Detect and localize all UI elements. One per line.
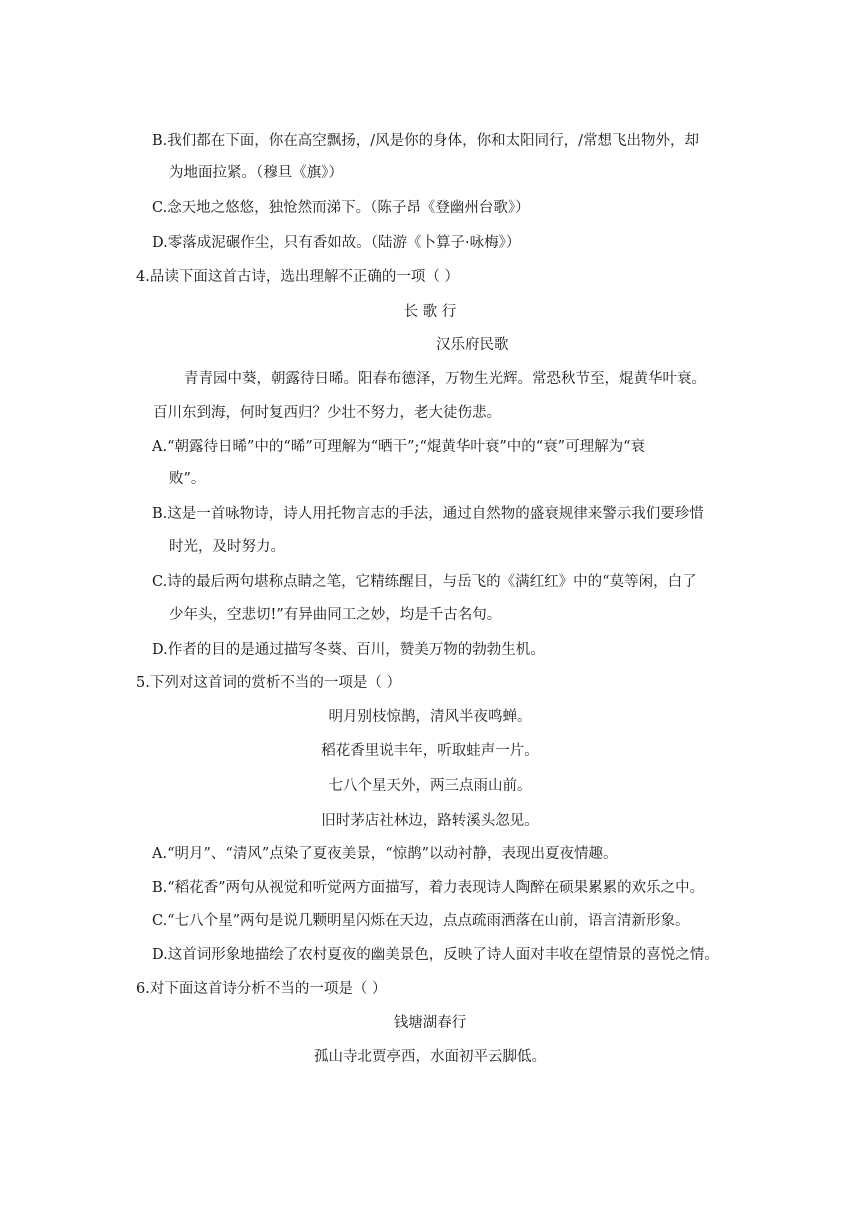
q5-option-c: C.“七八个星”两句是说几颗明星闪烁在天边，点点疏雨洒落在山前，语言清新形象。 [152,913,690,929]
q4-poem-title: 长 歌 行 [403,304,457,320]
q4-poem-line2: 百川东到海，何时复西归？少壮不努力，老大徒伤悲。 [153,405,501,421]
q4-poem-line1: 青青园中葵，朝露待日晞。阳春布德泽，万物生光辉。常恐秋节至，焜黄华叶衰。 [184,371,706,387]
q6-poem-title: 钱塘湖春行 [393,1015,467,1031]
q4-option-c-line1: C.诗的最后两句堪称点睛之笔，它精练醒目，与岳飞的《满红红》中的“莫等闲，白了 [152,574,697,590]
q6-question: 6.对下面这首诗分析不当的一项是（ ） [136,981,387,997]
q5-poem-line: 稻花香里说丰年，听取蛙声一片。 [321,743,539,759]
q4-poem-author: 汉乐府民歌 [436,337,509,353]
q5-poem-line: 旧时茅店社林边，路转溪头忽见。 [321,813,539,829]
q4-question: 4.品读下面这首古诗，选出理解不正确的一项（ ） [136,269,459,285]
q5-poem-line: 明月别枝惊鹊，清风半夜鸣蝉。 [328,709,532,725]
q3-option-c: C.念天地之悠悠，独怆然而涕下。（陈子昂《登幽州台歌》） [152,200,530,216]
q6-poem-line1: 孤山寺北贾亭西，水面初平云脚低。 [314,1049,546,1065]
q5-poem-line: 七八个星天外，两三点雨山前。 [328,778,532,794]
q5-option-b: B.“稻花香”两句从视觉和听觉两方面描写，着力表现诗人陶醉在硕果累累的欢乐之中。 [152,880,705,896]
q4-option-a-line1: A.“朝露待日晞”中的“晞”可理解为“晒干”;“焜黄华叶衰”中的“衰”可理解为“衰 [152,439,646,455]
q4-option-b-line2: 时光，及时努力。 [169,539,285,555]
q4-option-d: D.作者的目的是通过描写冬葵、百川，赞美万物的勃勃生机。 [152,642,545,658]
q3-option-b-line2: 为地面拉紧。（穆旦《旗》） [169,165,343,181]
q5-option-a: A.“明月”、“清风”点染了夏夜美景，“惊鹊”以动衬静，表现出夏夜情趣。 [152,846,618,862]
q5-question: 5.下列对这首词的赏析不当的一项是（ ） [136,675,401,691]
q3-option-d: D.零落成泥碾作尘，只有香如故。（陆游《卜算子·咏梅》） [152,235,521,251]
q4-option-b-line1: B.这是一首咏物诗，诗人用托物言志的手法，通过自然物的盛衰规律来警示我们要珍惜 [152,506,704,522]
q3-option-b-line1: B.我们都在下面，你在高空飘扬，/风是你的身体，你和太阳同行，/常想飞出物外，却 [152,133,700,149]
q4-option-a-line2: 败”。 [169,471,206,487]
q4-option-c-line2: 少年头，空悲切!”有异曲同工之妙，均是千古名句。 [169,607,502,623]
q5-option-d: D.这首词形象地描绘了农村夏夜的幽美景色，反映了诗人面对丰收在望情景的喜悦之情。 [152,947,719,963]
